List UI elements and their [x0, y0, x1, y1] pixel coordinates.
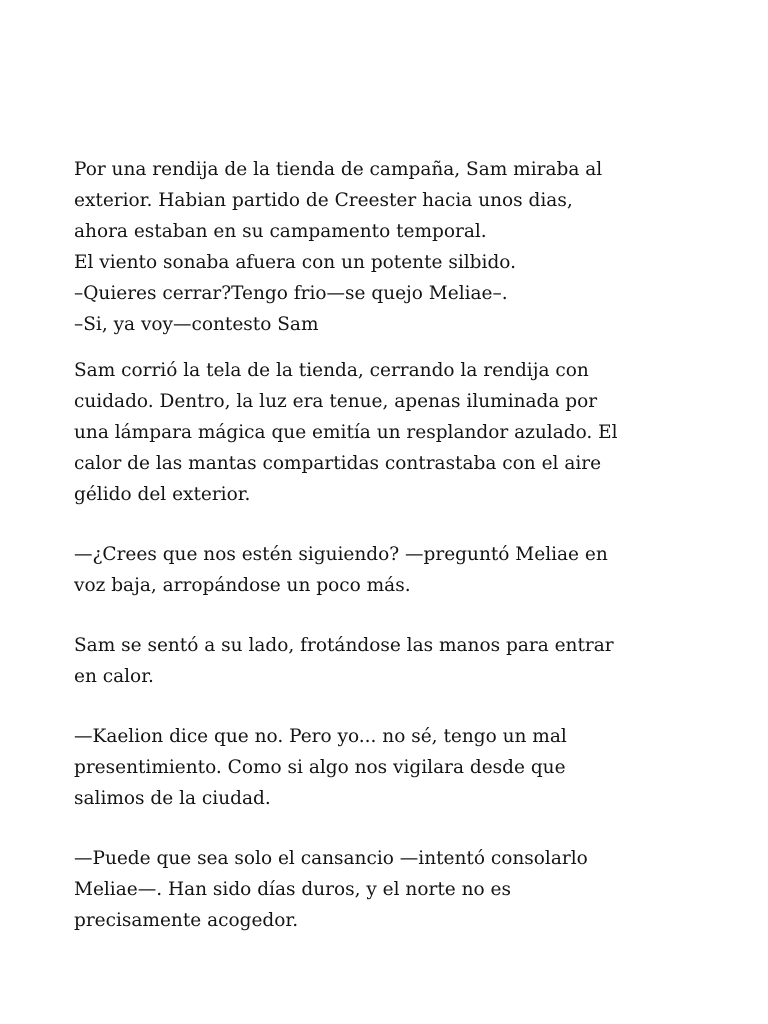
- paragraph-gap: [74, 340, 694, 355]
- text-line: —¿Crees que nos estén siguiendo? —preguntó Meliae en: [74, 544, 608, 565]
- paragraph-5: [74, 843, 694, 936]
- text-line: –Si, ya voy—contesto Sam: [74, 314, 319, 335]
- text-line: Por una rendija de la tienda de campaña, Sam miraba al: [74, 159, 603, 180]
- text-line: calor de las mantas compartidas contrastaba con el aire: [74, 453, 602, 474]
- paragraph-3: [74, 630, 694, 692]
- text-line: gélido del exterior.: [74, 484, 251, 505]
- paragraph-2: [74, 539, 694, 601]
- text-line: en calor.: [74, 666, 154, 687]
- text-line: una lámpara mágica que emitía un resplandor azulado. El: [74, 422, 618, 443]
- text-line: Sam se sentó a su lado, frotándose las manos para entrar: [74, 635, 614, 656]
- paragraph-4: [74, 721, 694, 814]
- text-line: precisamente acogedor.: [74, 910, 299, 931]
- text-line: voz baja, arropándose un poco más.: [74, 575, 411, 596]
- opening-block: [74, 154, 694, 340]
- text-line: El viento sonaba afuera con un potente silbido.: [74, 252, 516, 273]
- text-line: Meliae—. Han sido días duros, y el norte no es: [74, 879, 511, 900]
- paragraph-1: [74, 355, 694, 510]
- text-line: exterior. Habian partido de Creester hacia unos dias,: [74, 190, 573, 211]
- document-page: [74, 154, 694, 936]
- text-line: presentimiento. Como si algo nos vigilara desde que: [74, 757, 566, 778]
- text-line: –Quieres cerrar?Tengo frio—se quejo Meliae–.: [74, 283, 508, 304]
- text-line: cuidado. Dentro, la luz era tenue, apenas iluminada por: [74, 391, 598, 412]
- text-line: —Kaelion dice que no. Pero yo... no sé, tengo un mal: [74, 726, 567, 747]
- text-line: ahora estaban en su campamento temporal.: [74, 221, 487, 242]
- paragraph-gap: [74, 601, 694, 630]
- paragraph-gap: [74, 814, 694, 843]
- paragraph-gap: [74, 692, 694, 721]
- paragraph-gap: [74, 510, 694, 539]
- text-line: —Puede que sea solo el cansancio —intentó consolarlo: [74, 848, 588, 869]
- text-line: salimos de la ciudad.: [74, 788, 271, 809]
- text-line: Sam corrió la tela de la tienda, cerrando la rendija con: [74, 360, 589, 381]
